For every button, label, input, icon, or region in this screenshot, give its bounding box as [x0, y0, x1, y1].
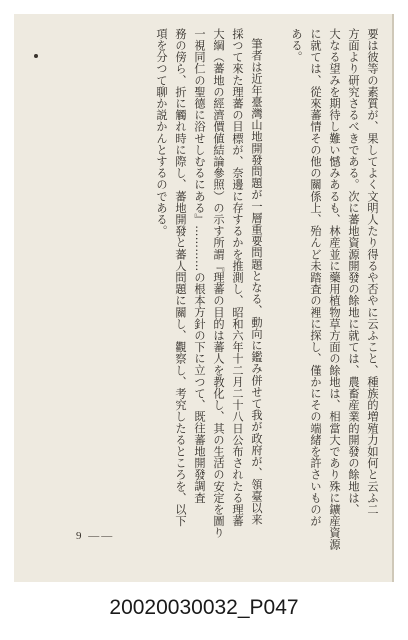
- text-line: 採つて來た理蕃の目標が、奈邊に存するかを推測し、昭和六年十二月二十八日公布されたる理蕃: [231, 28, 244, 527]
- page-number: 9 ——: [76, 530, 115, 542]
- text-line: 大綱（蕃地の經濟價値結論參照）の示す所謂『理蕃の目的は蕃人を教化し、其の生活の安定を圖り: [212, 28, 225, 539]
- text-line: 要は彼等の素質が、果してよく文明人たり得るや否やに云ふこと、種族的増殖力如何と云ふ二: [366, 28, 379, 516]
- text-line: に就ては、從來蕃情その他の關係上、殆んど未踏査の裡に探し、僅かにその端緒を許さいものが: [309, 28, 322, 527]
- text-line: ある。: [290, 28, 303, 63]
- text-line: 筆者は近年臺灣山地開發問題が一層重要問題となる、動向に鑑み併せて我が政府が、領臺以来: [250, 38, 263, 526]
- text-line: 務の傍ら、折に觸れ時に際し、蕃地開發と蕃人問題に關し、觀察し、考究したるところを、以下: [174, 28, 187, 527]
- text-line: 一視同仁の聖德に浴せしむるにある』…………の根本方針の下に立つて、既往蕃地開發調査: [193, 28, 206, 504]
- page-mark-dot: [34, 54, 38, 58]
- book-page: [14, 14, 394, 582]
- text-line: 項を分つて聊か説かんとするのである。: [155, 28, 168, 237]
- text-line: 方面より研究さるべきである。次に蕃地資源開發の餘地に就ては、農畜産業的開發の餘地は、: [347, 28, 360, 516]
- image-caption: 20020030032_P047: [109, 596, 299, 619]
- text-line: 大なる望みを期待し難い憾みあるも、林産並に藥用植物草方面の餘地は、相當大であり殊に鑛産資源: [328, 28, 341, 550]
